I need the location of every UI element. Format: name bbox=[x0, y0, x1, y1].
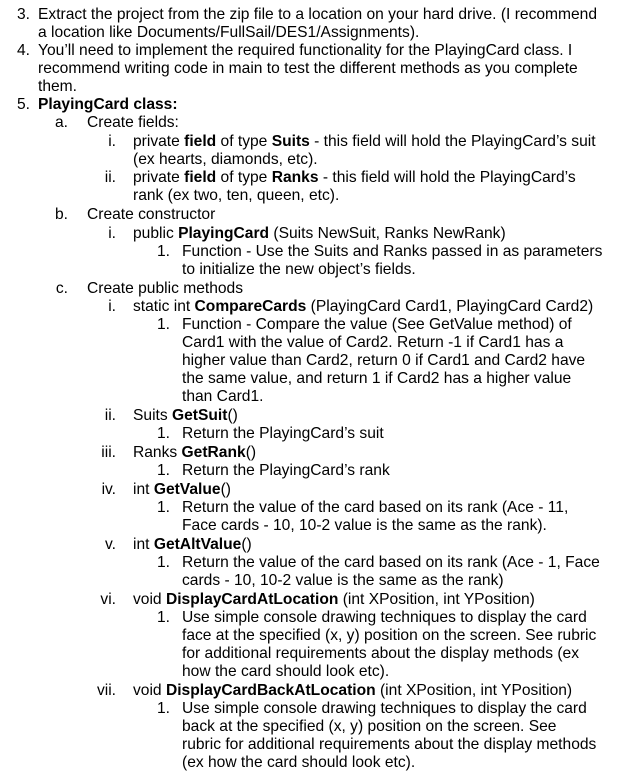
list-text: Use simple console drawing techniques to display the card bbox=[182, 609, 587, 626]
list-text: Return the PlayingCard’s suit bbox=[182, 425, 384, 442]
list-text: higher value than Card2, return 0 if Card1 and Card2 have bbox=[182, 352, 586, 369]
list-text: than Card1. bbox=[182, 388, 264, 405]
list-marker: v. bbox=[105, 536, 116, 553]
list-text: You’ll need to implement the required functionality for the PlayingCard class. I bbox=[38, 42, 573, 59]
list-text: Suits GetSuit() bbox=[133, 407, 238, 424]
list-text: private field of type Suits - this field will hold the PlayingCard’s suit bbox=[133, 133, 596, 150]
list-text: void DisplayCardBackAtLocation (int XPosition, int YPosition) bbox=[133, 682, 573, 699]
list-marker: 1. bbox=[156, 609, 170, 626]
list-text: Return the value of the card based on its rank (Ace - 11, bbox=[182, 499, 569, 516]
list-marker: 1. bbox=[156, 499, 170, 516]
list-text: how the card should look etc). bbox=[182, 663, 390, 680]
list-text: to initialize the new object’s fields. bbox=[182, 261, 416, 278]
list-text: (ex how the card should look etc). bbox=[182, 754, 416, 771]
list-marker: iii. bbox=[101, 444, 116, 461]
list-marker: vii. bbox=[96, 682, 116, 699]
list-marker: 1. bbox=[156, 243, 170, 260]
list-marker: ii. bbox=[104, 169, 116, 186]
list-marker: a. bbox=[54, 114, 68, 131]
list-marker: 5. bbox=[16, 96, 30, 113]
list-text: the same value, and return 1 if Card2 has a higher value bbox=[182, 370, 572, 387]
list-text: (ex hearts, diamonds, etc). bbox=[133, 151, 318, 168]
list-marker: i. bbox=[108, 133, 116, 150]
list-text: Face cards - 10, 10-2 value is the same as the rank). bbox=[182, 517, 547, 534]
list-text: Create fields: bbox=[87, 114, 179, 131]
list-text: int GetValue() bbox=[133, 481, 231, 498]
list-marker: 1. bbox=[156, 462, 170, 479]
list-text: for additional requirements about the display methods (ex bbox=[182, 645, 580, 662]
list-text: Function - Compare the value (See GetValue method) of bbox=[182, 316, 572, 333]
list-marker: 1. bbox=[156, 316, 170, 333]
list-text: Ranks GetRank() bbox=[133, 444, 257, 461]
list-text: Card1 with the value of Card2. Return -1 if Card1 has a bbox=[182, 334, 564, 351]
list-marker: i. bbox=[108, 298, 116, 315]
list-marker: b. bbox=[54, 206, 68, 223]
list-text: rubric for additional requirements about the display methods bbox=[182, 736, 597, 753]
list-marker: i. bbox=[108, 225, 116, 242]
list-text: Create constructor bbox=[87, 206, 216, 223]
list-text: private field of type Ranks - this field will hold the PlayingCard’s bbox=[133, 169, 576, 186]
list-marker: 1. bbox=[156, 700, 170, 717]
section-title: PlayingCard class: bbox=[38, 96, 178, 113]
list-text: int GetAltValue() bbox=[133, 536, 252, 553]
list-marker: c. bbox=[55, 280, 68, 297]
list-text: Extract the project from the zip file to a location on your hard drive. (I recommend bbox=[38, 6, 598, 23]
list-text: cards - 10, 10-2 value is the same as the rank) bbox=[182, 572, 504, 589]
list-text: them. bbox=[38, 78, 77, 95]
list-text: face at the specified (x, y) position on the screen. See rubric bbox=[182, 627, 597, 644]
list-text: public PlayingCard (Suits NewSuit, Ranks NewRank) bbox=[133, 225, 506, 242]
list-text: Return the PlayingCard’s rank bbox=[182, 462, 390, 479]
list-marker: 3. bbox=[16, 6, 30, 23]
list-text: Create public methods bbox=[87, 280, 244, 297]
list-marker: 4. bbox=[16, 42, 30, 59]
list-marker: vi. bbox=[100, 591, 116, 608]
list-marker: iv. bbox=[101, 481, 116, 498]
list-text: Use simple console drawing techniques to display the card bbox=[182, 700, 587, 717]
list-text: Function - Use the Suits and Ranks passed in as parameters bbox=[182, 243, 603, 260]
list-marker: ii. bbox=[104, 407, 116, 424]
list-marker: 1. bbox=[156, 554, 170, 571]
list-text: back at the specified (x, y) position on the screen. See bbox=[182, 718, 557, 735]
list-text: rank (ex two, ten, queen, etc). bbox=[133, 187, 340, 204]
list-text: static int CompareCards (PlayingCard Card1, PlayingCard Card2) bbox=[133, 298, 594, 315]
list-text: recommend writing code in main to test the different methods as you complete bbox=[38, 60, 578, 77]
list-text: Return the value of the card based on its rank (Ace - 1, Face bbox=[182, 554, 600, 571]
list-text: a location like Documents/FullSail/DES1/Assignments). bbox=[38, 24, 420, 41]
list-text: void DisplayCardAtLocation (int XPosition, int YPosition) bbox=[133, 591, 535, 608]
list-marker: 1. bbox=[156, 425, 170, 442]
